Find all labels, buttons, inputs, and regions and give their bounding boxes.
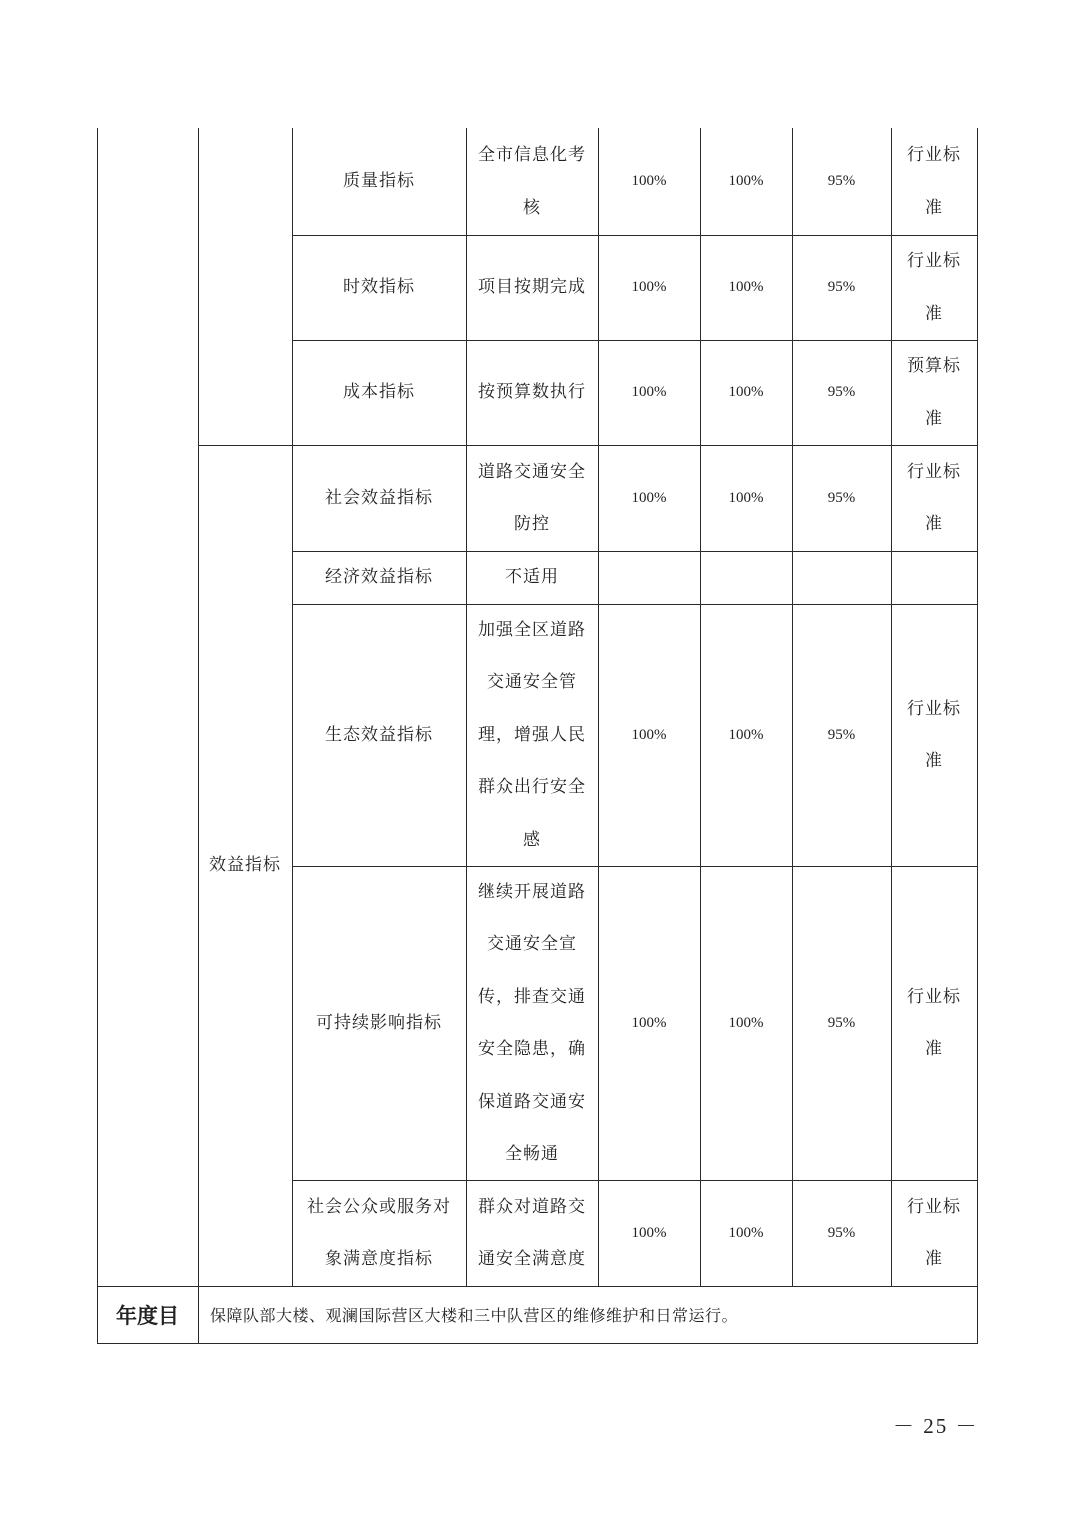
actual-value-cell: 100%: [728, 1224, 764, 1241]
basis-cell: 行业标 准: [907, 145, 961, 218]
actual-value-cell: 100%: [728, 726, 764, 743]
table-border-bottom: [97, 1343, 978, 1344]
basis-cell: 预算标 准: [907, 356, 961, 429]
indicator-cell: 生态效益指标: [325, 724, 433, 745]
indicator-cell: 可持续影响指标: [316, 1012, 442, 1033]
annual-value-cell: 100%: [631, 173, 667, 189]
score-cell: 95%: [827, 279, 856, 295]
basis-cell: 行业标 准: [907, 461, 961, 534]
indicator-cell: 成本指标: [343, 382, 415, 403]
indicator-cell: 社会公众或服务对 象满意度指标: [307, 1196, 451, 1269]
basis-cell: 行业标 准: [907, 251, 961, 324]
score-cell: 95%: [827, 1224, 856, 1241]
score-cell: 95%: [827, 384, 856, 400]
actual-value-cell: 100%: [728, 279, 764, 295]
basis-cell: 行业标 准: [907, 1196, 961, 1269]
annual-value-cell: 100%: [631, 1014, 667, 1031]
actual-value-cell: 100%: [728, 1014, 764, 1031]
indicator-cell: 质量指标: [343, 171, 415, 192]
score-cell: 95%: [827, 726, 856, 743]
score-cell: 95%: [827, 173, 856, 189]
indicator-cell: 时效指标: [343, 277, 415, 298]
actual-value-cell: 100%: [728, 384, 764, 400]
content-cell: 全市信息化考 核: [478, 145, 586, 218]
annual-goal-text: 保障队部大楼、观澜国际营区大楼和三中队营区的维修维护和日常运行。: [210, 1306, 739, 1325]
annual-value-cell: 100%: [631, 1224, 667, 1241]
score-cell: [792, 551, 891, 604]
actual-value-cell: [700, 551, 792, 604]
indicator-cell: 经济效益指标: [325, 567, 433, 588]
page-number: － 25 －: [893, 1414, 979, 1438]
content-cell: 继续开展道路 交通安全宣 传，排查交通 安全隐患，确 保道路交通安 全畅通: [478, 881, 586, 1164]
basis-cell: 行业标 准: [907, 986, 961, 1059]
indicator-cell: 社会效益指标: [325, 487, 433, 508]
content-cell: 道路交通安全 防控: [478, 461, 586, 534]
benefit-category-cell: 效益指标: [209, 855, 281, 876]
table-border-left: [97, 128, 98, 1344]
basis-cell: 行业标 准: [907, 698, 961, 771]
content-cell: 按预算数执行: [478, 382, 586, 403]
content-cell: 群众对道路交 通安全满意度: [478, 1196, 586, 1269]
annual-value-cell: 100%: [631, 726, 667, 743]
actual-value-cell: 100%: [728, 489, 764, 506]
annual-value-cell: 100%: [631, 489, 667, 506]
annual-value-cell: 100%: [631, 384, 667, 400]
content-cell: 不适用: [505, 567, 559, 588]
annual-value-cell: [598, 551, 700, 604]
annual-goal-label: 年度目: [116, 1302, 179, 1328]
content-cell: 项目按期完成: [478, 277, 586, 298]
score-cell: 95%: [827, 489, 856, 506]
annual-value-cell: 100%: [631, 279, 667, 295]
score-cell: 95%: [827, 1014, 856, 1031]
actual-value-cell: 100%: [728, 173, 764, 189]
table-border-right: [977, 128, 978, 1344]
content-cell: 加强全区道路 交通安全管 理，增强人民 群众出行安全 感: [478, 619, 586, 850]
basis-cell: [891, 551, 977, 604]
